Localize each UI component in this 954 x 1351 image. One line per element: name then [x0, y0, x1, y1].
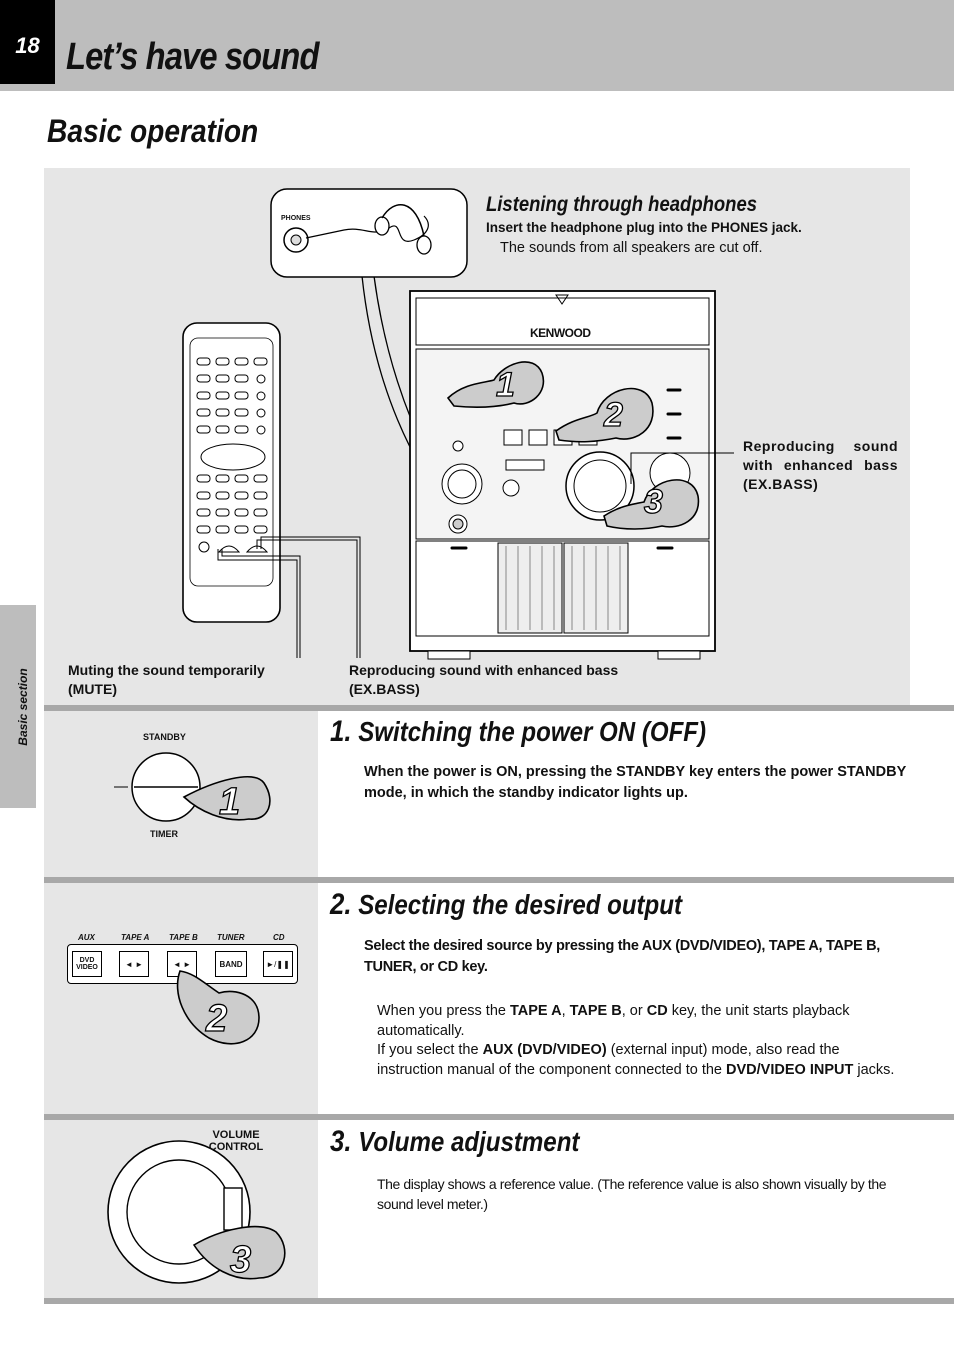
- step2-note-aux: [377, 1041, 909, 1080]
- key-label-tape-b: TAPE B: [169, 933, 198, 942]
- step3-title-text: Volume adjustment: [358, 1126, 580, 1157]
- headphones-note: The sounds from all speakers are cut off.: [500, 240, 763, 256]
- hand-pointer-step2: [44, 883, 318, 1115]
- standby-label: STANDBY: [143, 732, 186, 742]
- step-divider: [44, 1298, 954, 1304]
- headphones-heading: Listening through headphones: [486, 193, 758, 216]
- svg-text:3: 3: [644, 483, 663, 521]
- svg-text:1: 1: [496, 366, 515, 404]
- step2-description: Select the desired source by pressing the AUX (DVD/VIDEO), TAPE A, TAPE B, TUNER, or CD key.: [364, 938, 881, 975]
- step1-description: When the power is ON, pressing the STANDBY key enters the power STANDBY mode, in which the standby indicator lights up.: [364, 764, 906, 801]
- brand-logo: KENWOOD: [530, 326, 591, 340]
- step3-description: The display shows a reference value. (The reference value is also shown visually by the sound level meter.): [377, 1176, 887, 1212]
- mute-caption: Muting the sound temporarily (MUTE): [68, 662, 265, 697]
- tape-b-key[interactable]: ◄ ►: [167, 951, 197, 977]
- stereo-unit-illustration: [410, 291, 715, 659]
- note-text: key, the unit starts playback automatically.: [377, 1003, 850, 1039]
- step2-note-playback: [377, 1002, 909, 1041]
- timer-label: TIMER: [150, 829, 178, 839]
- page-title: Let’s have sound: [66, 36, 319, 78]
- note-text: (external input) mode, also read the instruction manual of the component connected to the: [377, 1042, 840, 1078]
- step3-number: 3.: [330, 1125, 352, 1158]
- svg-text:1: 1: [219, 781, 241, 823]
- svg-text:3: 3: [230, 1239, 252, 1281]
- tape-a-key[interactable]: ◄ ►: [119, 951, 149, 977]
- step2-title-text: Selecting the desired output: [358, 889, 682, 920]
- phones-jack-label: PHONES: [281, 215, 311, 222]
- key-name: DVD/VIDEO INPUT: [726, 1061, 854, 1078]
- key-label-tuner: TUNER: [217, 933, 245, 942]
- key-name: TAPE B: [569, 1003, 622, 1019]
- note-text: jacks.: [853, 1061, 895, 1078]
- key-name: AUX (DVD/VIDEO): [482, 1042, 607, 1058]
- note-text: , or: [621, 1003, 647, 1019]
- step2-number: 2.: [330, 888, 352, 921]
- step2-title: [330, 888, 682, 922]
- step1-title-text: Switching the power ON (OFF): [358, 716, 707, 747]
- headphones-instruction: Insert the headphone plug into the PHONES jack.: [486, 220, 802, 235]
- key-label-tape-a: TAPE A: [121, 933, 150, 942]
- key-name: TAPE A: [510, 1003, 562, 1019]
- exbass-right-caption: Reproducing sound with enhanced bass (EX.BASS): [743, 438, 898, 492]
- page-number: 18: [0, 0, 55, 84]
- step3-title: [330, 1125, 579, 1159]
- remote-control-illustration: [183, 323, 280, 622]
- exbass-bottom-caption: Reproducing sound with enhanced bass (EX.BASS): [349, 662, 619, 697]
- cd-key[interactable]: ►/❚❚: [263, 951, 293, 977]
- note-text: When you press the: [377, 1003, 510, 1019]
- side-tab-label: Basic section: [16, 668, 30, 746]
- svg-text:2: 2: [206, 998, 228, 1040]
- volume-control-label: VOLUME CONTROL: [208, 1129, 264, 1153]
- aux-key[interactable]: DVD VIDEO: [72, 951, 102, 977]
- step2-note: [377, 1002, 909, 1080]
- note-text: If you select the: [377, 1042, 483, 1058]
- note-text: ,: [561, 1003, 570, 1019]
- step1-number: 1.: [330, 715, 352, 748]
- svg-text:2: 2: [604, 396, 623, 434]
- step1-title: [330, 715, 706, 749]
- key-label-aux: AUX: [78, 933, 95, 942]
- section-title: Basic operation: [47, 113, 259, 149]
- key-label-cd: CD: [273, 933, 285, 942]
- key-name: CD: [646, 1003, 668, 1019]
- tuner-key[interactable]: BAND: [215, 951, 247, 977]
- volume-knob-illustration: [44, 1120, 318, 1300]
